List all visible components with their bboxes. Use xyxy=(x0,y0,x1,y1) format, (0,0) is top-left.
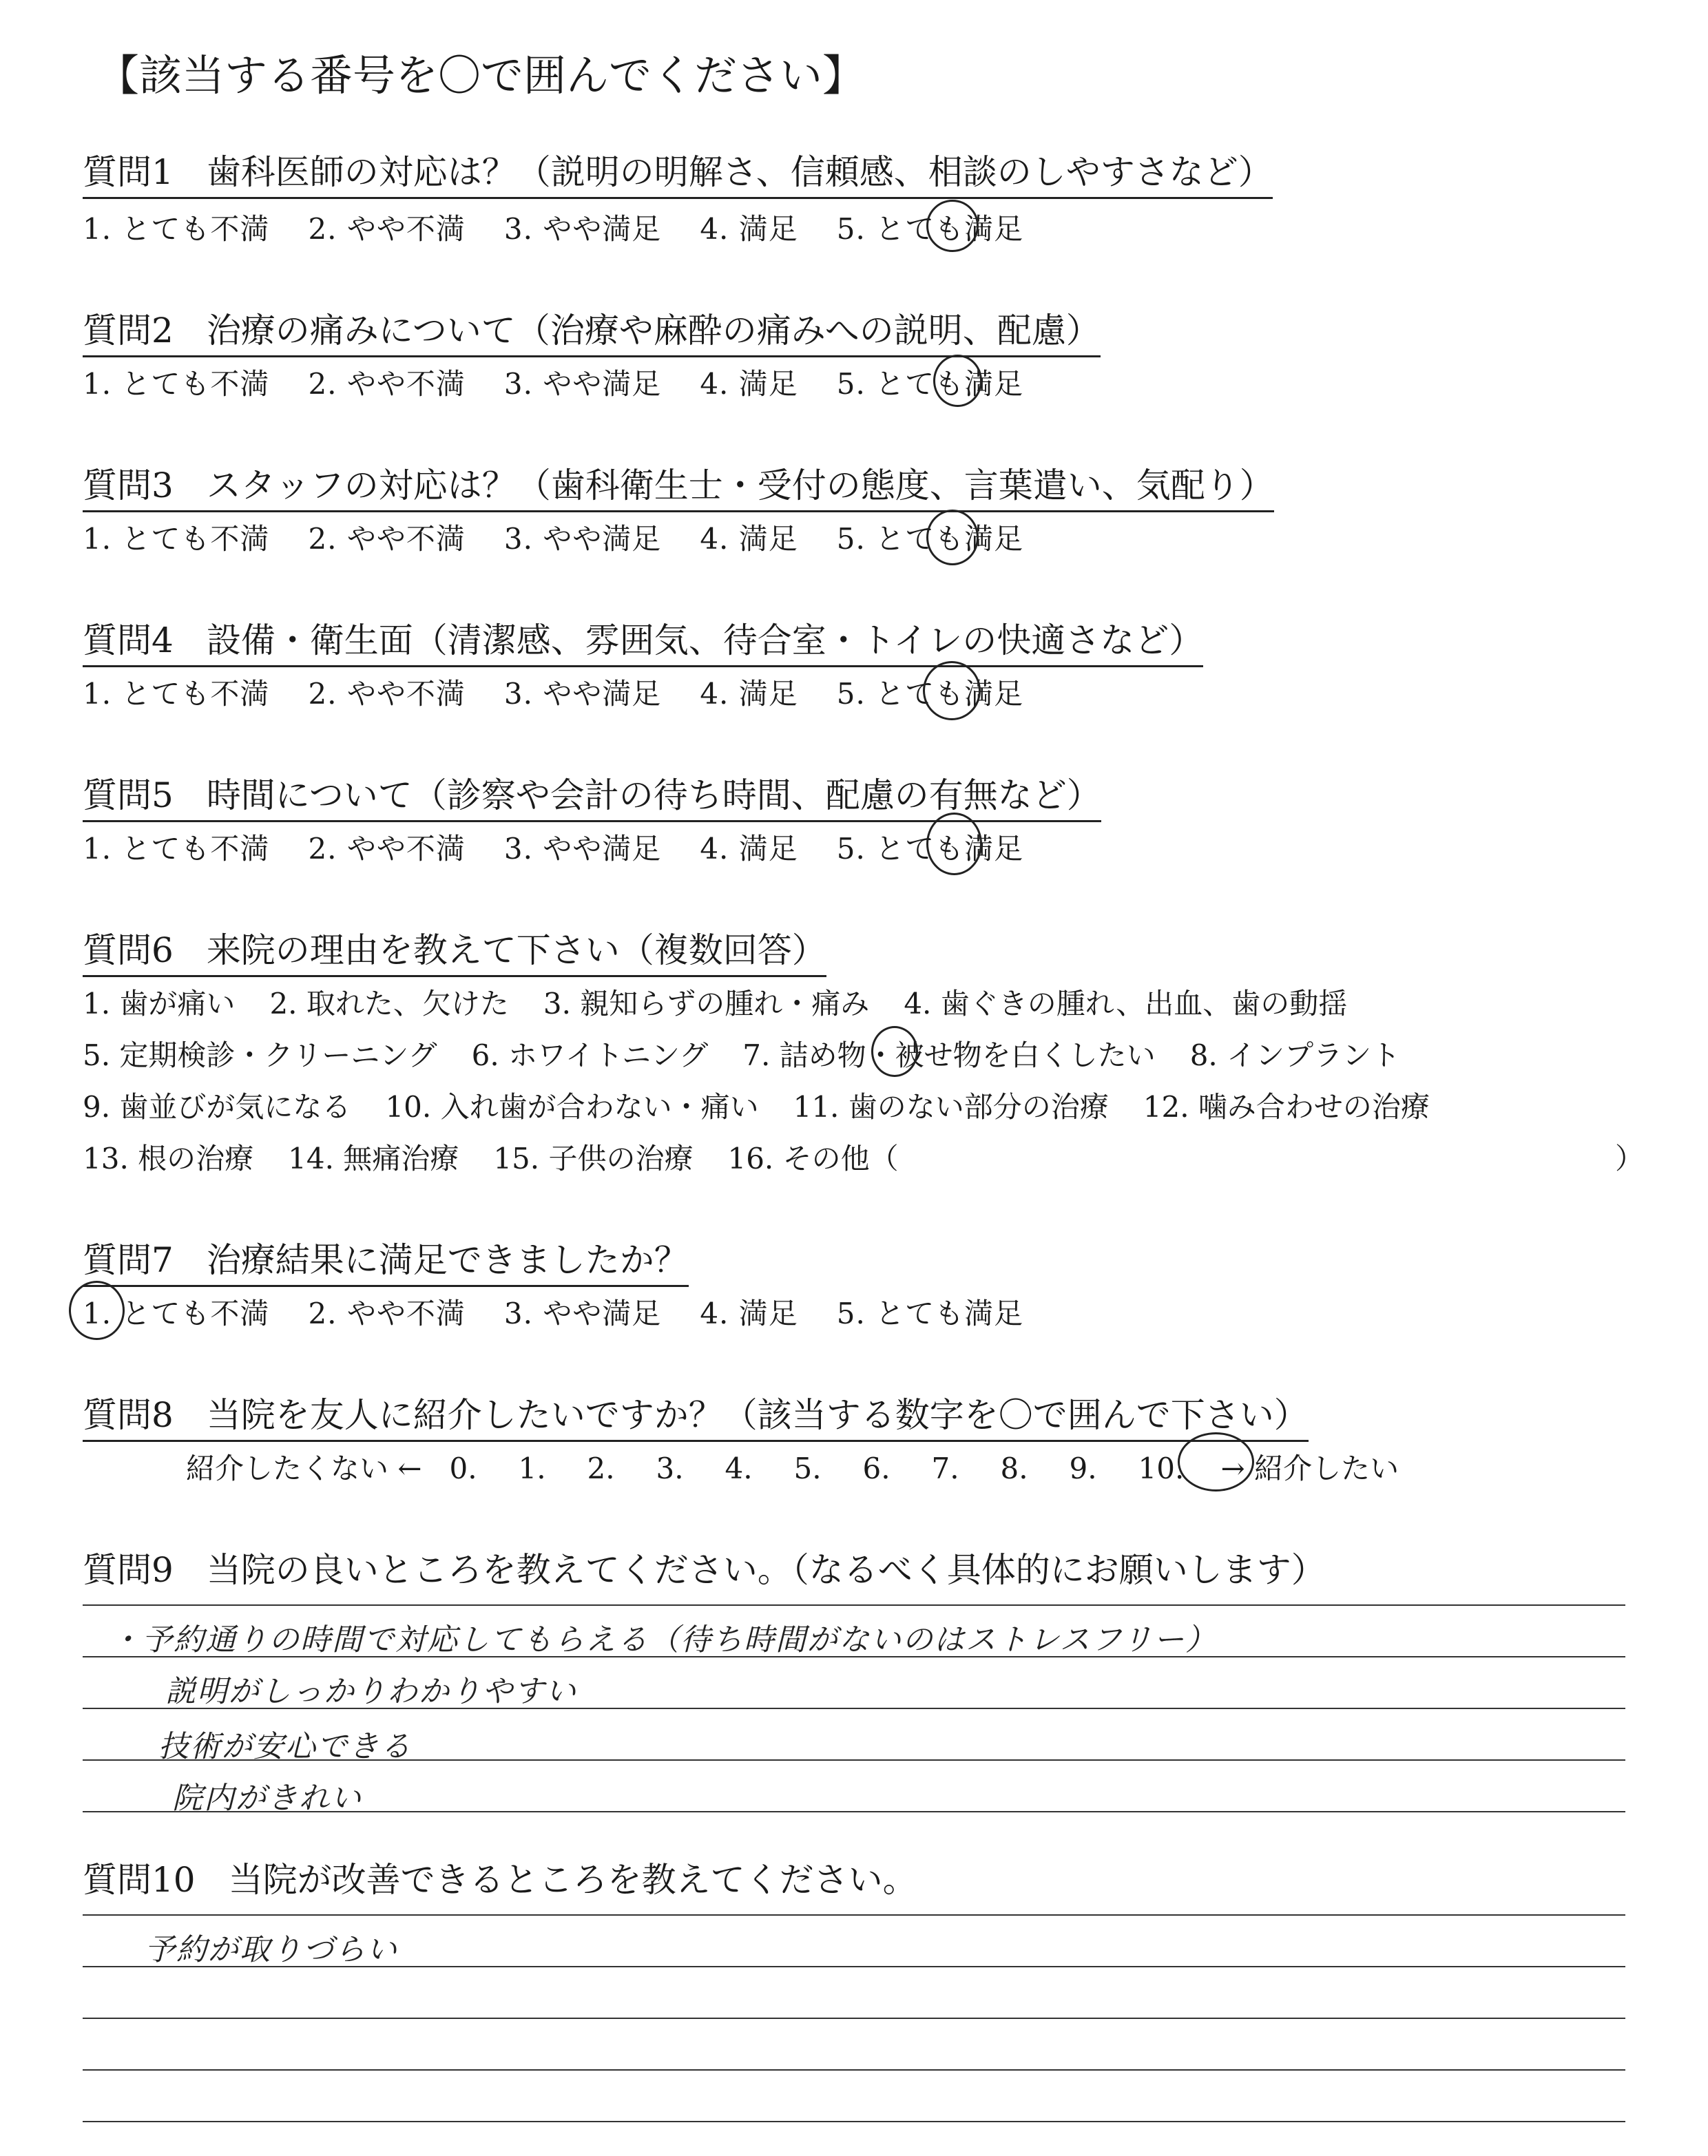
reason-option[interactable]: 8. インプラント xyxy=(1189,1038,1401,1072)
question-2-options xyxy=(83,362,1062,403)
selection-circle-q2 xyxy=(933,355,982,407)
scale-point[interactable]: 4. xyxy=(725,1452,753,1485)
question-7-heading xyxy=(83,1233,689,1287)
option-1[interactable]: 1. とても不満 xyxy=(83,367,270,401)
handwritten-answer: ・予約通りの時間で対応してもらえる（待ち時間がないのはストレスフリー） xyxy=(110,1622,1217,1657)
reason-option[interactable]: 11. 歯のない部分の治療 xyxy=(793,1090,1109,1124)
option-2[interactable]: 2. やや不満 xyxy=(308,522,466,556)
selection-circle-q3 xyxy=(926,510,979,565)
handwritten-answer: 説明がしっかりわかりやすい xyxy=(165,1674,577,1709)
selection-circle-q5 xyxy=(926,813,982,875)
option-5[interactable]: 5. とても満足 xyxy=(836,1297,1024,1330)
question-3-options xyxy=(83,516,1062,558)
option-4[interactable]: 4. 満足 xyxy=(700,212,798,246)
answer-line xyxy=(83,2018,1625,2019)
question-6-options-row-1 xyxy=(83,981,1347,1023)
option-5[interactable]: 5. とても満足 xyxy=(836,677,1024,711)
handwritten-answer: 予約が取りづらい xyxy=(145,1932,398,1967)
option-2[interactable]: 2. やや不満 xyxy=(308,1297,466,1330)
option-4[interactable]: 4. 満足 xyxy=(700,677,798,711)
option-3[interactable]: 3. やや満足 xyxy=(503,1297,662,1330)
answer-line xyxy=(83,2121,1625,2122)
question-4-text: 設備・衛生面（清潔感、雰囲気、待合室・トイレの快適さなど） xyxy=(206,620,1204,660)
question-6-heading xyxy=(83,923,826,977)
question-5-options xyxy=(83,826,1062,868)
question-8-heading xyxy=(83,1388,1309,1442)
handwritten-answer: 技術が安心できる xyxy=(158,1729,412,1764)
question-2-text: 治療の痛みについて（治療や麻酔の痛みへの説明、配慮） xyxy=(206,311,1101,350)
question-2-heading xyxy=(83,303,1101,357)
scale-point[interactable]: 3. xyxy=(656,1452,684,1485)
reason-option[interactable]: 10. 入れ歯が合わない・痛い xyxy=(385,1090,759,1124)
question-4-options xyxy=(83,671,1062,713)
reason-option[interactable]: 12. 噛み合わせの治療 xyxy=(1143,1090,1430,1124)
option-3[interactable]: 3. やや満足 xyxy=(503,677,662,711)
reason-option-other[interactable]: 16. その他（ xyxy=(727,1142,899,1175)
option-4[interactable]: 4. 満足 xyxy=(700,1297,798,1330)
option-5[interactable]: 5. とても満足 xyxy=(836,212,1024,246)
option-5[interactable]: 5. とても満足 xyxy=(836,832,1024,866)
answer-line xyxy=(83,1604,1625,1606)
question-6-label: 質問6 xyxy=(83,930,174,970)
answer-line xyxy=(83,1914,1625,1916)
scale-point[interactable]: 7. xyxy=(931,1452,959,1485)
option-1[interactable]: 1. とても不満 xyxy=(83,522,270,556)
option-1[interactable]: 1. とても不満 xyxy=(83,212,270,246)
option-1[interactable]: 1. とても不満 xyxy=(83,677,270,711)
option-4[interactable]: 4. 満足 xyxy=(700,522,798,556)
question-6-options-row-2 xyxy=(83,1033,1400,1074)
scale-point[interactable]: 5. xyxy=(793,1452,822,1485)
option-3[interactable]: 3. やや満足 xyxy=(503,367,662,401)
option-3[interactable]: 3. やや満足 xyxy=(503,212,662,246)
question-7-text: 治療結果に満足できましたか？ xyxy=(206,1240,689,1280)
question-1-options xyxy=(83,207,1062,248)
scale-point[interactable]: 9. xyxy=(1069,1452,1097,1485)
question-8-text: 当院を友人に紹介したいですか？（該当する数字を〇で囲んで下さい） xyxy=(206,1395,1309,1435)
option-1[interactable]: 1. とても不満 xyxy=(83,1297,270,1330)
handwritten-answer: 院内がきれい xyxy=(172,1781,362,1816)
form-instruction: 【該当する番号を〇で囲んでください】 xyxy=(96,50,866,101)
scale-left-label: 紹介したくない ← xyxy=(186,1452,422,1485)
reason-option[interactable]: 15. 子供の治療 xyxy=(493,1142,694,1175)
option-2[interactable]: 2. やや不満 xyxy=(308,832,466,866)
option-5[interactable]: 5. とても満足 xyxy=(836,367,1024,401)
question-10-heading xyxy=(83,1852,917,1905)
question-9-text: 当院の良いところを教えてください。（なるべく具体的にお願いします） xyxy=(206,1550,1326,1590)
reason-option[interactable]: 14. 無痛治療 xyxy=(288,1142,459,1175)
question-1-heading xyxy=(83,145,1273,199)
reason-option[interactable]: 1. 歯が痛い xyxy=(83,987,236,1021)
question-10-label: 質問10 xyxy=(83,1860,196,1900)
option-4[interactable]: 4. 満足 xyxy=(700,367,798,401)
reason-option[interactable]: 7. 詰め物・被せ物を白くしたい xyxy=(742,1038,1156,1072)
question-2-label: 質問2 xyxy=(83,311,174,350)
question-7-label: 質問7 xyxy=(83,1240,174,1280)
question-3-text: スタッフの対応は？（歯科衛生士・受付の態度、言葉遣い、気配り） xyxy=(206,465,1274,505)
question-7-options xyxy=(83,1291,1062,1332)
reason-option[interactable]: 2. 取れた、欠けた xyxy=(269,987,509,1021)
scale-point[interactable]: 8. xyxy=(1000,1452,1028,1485)
other-close-paren: ） xyxy=(1615,1142,1645,1175)
question-4-label: 質問4 xyxy=(83,620,174,660)
scale-point[interactable]: 10. xyxy=(1138,1452,1185,1485)
question-5-text: 時間について（診察や会計の待ち時間、配慮の有無など） xyxy=(206,775,1101,815)
selection-circle-q1 xyxy=(926,200,979,252)
answer-line xyxy=(83,2069,1625,2071)
scale-point[interactable]: 1. xyxy=(518,1452,546,1485)
question-6-text: 来院の理由を教えて下さい（複数回答） xyxy=(206,930,826,970)
question-9-label: 質問9 xyxy=(83,1550,174,1590)
option-2[interactable]: 2. やや不満 xyxy=(308,677,466,711)
scale-right-label: → 紹介したい xyxy=(1220,1452,1399,1485)
reason-option[interactable]: 3. 親知らずの腫れ・痛み xyxy=(543,987,870,1021)
option-5[interactable]: 5. とても満足 xyxy=(836,522,1024,556)
reason-option[interactable]: 4. 歯ぐきの腫れ、出血、歯の動揺 xyxy=(904,987,1348,1021)
question-1-label: 質問1 xyxy=(83,152,174,192)
reason-option[interactable]: 13. 根の治療 xyxy=(83,1142,254,1175)
option-3[interactable]: 3. やや満足 xyxy=(503,522,662,556)
option-2[interactable]: 2. やや不満 xyxy=(308,367,466,401)
option-2[interactable]: 2. やや不満 xyxy=(308,212,466,246)
question-5-label: 質問5 xyxy=(83,775,174,815)
option-1[interactable]: 1. とても不満 xyxy=(83,832,270,866)
question-10-text: 当院が改善できるところを教えてください。 xyxy=(228,1860,917,1900)
question-4-heading xyxy=(83,613,1203,667)
selection-circle-q4 xyxy=(923,661,981,720)
question-3-label: 質問3 xyxy=(83,465,174,505)
scale-point[interactable]: 0. xyxy=(449,1452,477,1485)
question-3-heading xyxy=(83,458,1274,512)
question-8-label: 質問8 xyxy=(83,1395,174,1435)
reason-option[interactable]: 5. 定期検診・クリーニング xyxy=(83,1038,437,1072)
selection-circle-q8 xyxy=(1178,1432,1254,1492)
question-6-options-row-4 xyxy=(83,1136,899,1178)
question-6-options-row-3 xyxy=(83,1085,1430,1126)
scale-point[interactable]: 2. xyxy=(587,1452,615,1485)
selection-circle-q7 xyxy=(69,1281,125,1340)
question-9-heading xyxy=(83,1542,1326,1595)
question-1-text: 歯科医師の対応は？（説明の明解さ、信頼感、相談のしやすさなど） xyxy=(206,152,1273,192)
scale-point[interactable]: 6. xyxy=(862,1452,891,1485)
reason-option[interactable]: 6. ホワイトニング xyxy=(471,1038,709,1072)
option-3[interactable]: 3. やや満足 xyxy=(503,832,662,866)
selection-circle-q6 xyxy=(871,1026,918,1077)
option-4[interactable]: 4. 満足 xyxy=(700,832,798,866)
reason-option[interactable]: 9. 歯並びが気になる xyxy=(83,1090,351,1124)
